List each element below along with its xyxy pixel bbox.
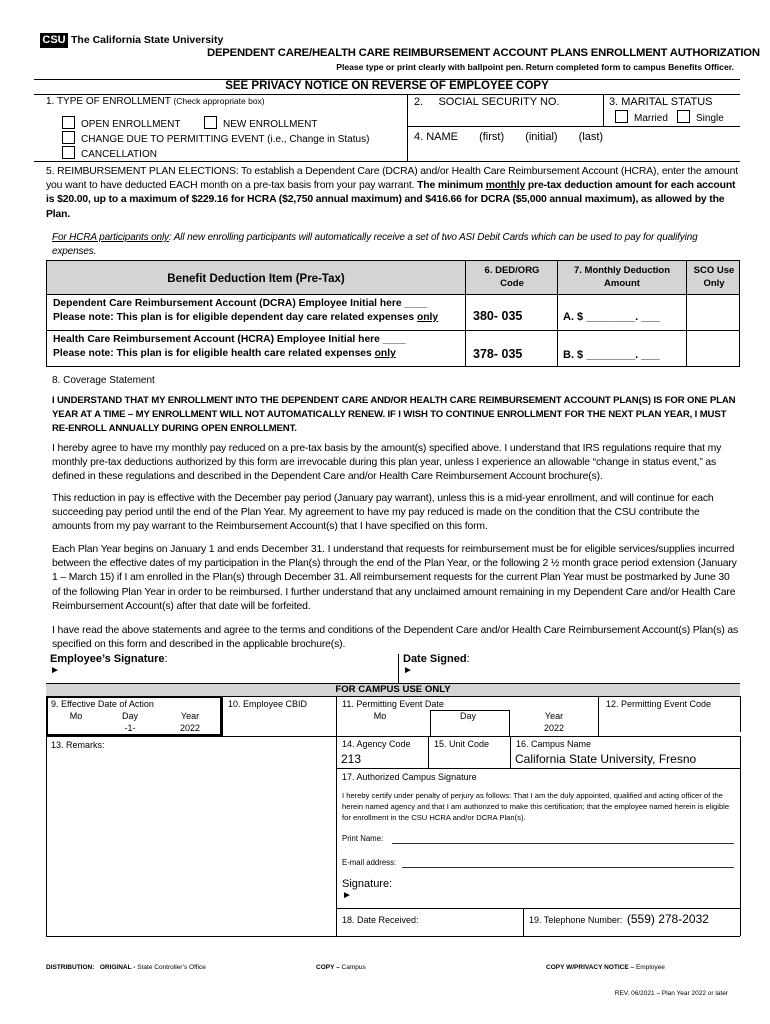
permitting-event-code-label: 12. Permitting Event Code xyxy=(606,699,712,709)
telephone-value[interactable]: (559) 278-2032 xyxy=(626,912,709,926)
option-single[interactable]: Single xyxy=(677,110,724,124)
date-signed-field[interactable]: Date Signed: ► xyxy=(403,653,470,676)
option-cancellation[interactable]: CANCELLATION xyxy=(62,146,157,160)
col-ded-org-code: 6. DED/ORG Code xyxy=(484,265,540,289)
effective-date-label: 9. Effective Date of Action xyxy=(51,699,154,709)
distribution-copy-privacy: COPY W/PRIVACY NOTICE – Employee xyxy=(546,964,665,971)
campus-signature-field[interactable]: Signature: ► xyxy=(342,878,393,901)
remarks-label: 13. Remarks: xyxy=(51,740,105,750)
option-married[interactable]: Married xyxy=(615,110,668,124)
permitting-event-date-label: 11. Permitting Event Date xyxy=(342,699,444,709)
authorized-signature-label: 17. Authorized Campus Signature xyxy=(342,772,477,782)
col-monthly-amount: 7. Monthly Deduction Amount xyxy=(573,265,671,289)
form-title: DEPENDENT CARE/HEALTH CARE REIMBURSEMENT ACCOUNT PLANS ENROLLMENT AUTHORIZATION xyxy=(207,47,760,59)
distribution-original: DISTRIBUTION: ORIGINAL - State Controller’s Office xyxy=(46,964,206,971)
coverage-p4: I have read the above statements and agree to the terms and conditions of the Dependent Care and/or Health Care Reimbursement Account(s) Plan(s) as specified on this form and described in the applicable brochure(s). xyxy=(52,625,739,651)
ssn-label: 2. SOCIAL SECURITY NO. xyxy=(414,96,560,108)
section5-text: 5. REIMBURSEMENT PLAN ELECTIONS: To establish a Dependent Care (DCRA) and/or Health Care Reimbursement Account (HCRA), enter the amount you want to have deducted EACH month on a pre-tax basis from your pay warrant. The minimum monthly pre-tax deduction amount for each account is $20.00, up to a maximum of $229.16 for HCRA ($2,750 annual maximum) and $416.66 for DCRA ($5,000 annual maximum), as allowed by the Plan. xyxy=(46,166,738,220)
f9-day-value[interactable]: -1- xyxy=(124,723,136,733)
option-new-enrollment[interactable]: NEW ENROLLMENT xyxy=(204,116,317,130)
f11-year: Year xyxy=(544,711,564,721)
employee-signature-field[interactable]: Employee’s Signature: ► xyxy=(50,653,168,676)
f11-mo: Mo xyxy=(373,711,387,721)
agency-code-value[interactable]: 213 xyxy=(341,752,362,766)
print-name-field[interactable]: Print Name: xyxy=(342,834,384,843)
coverage-p3: Each Plan Year begins on January 1 and ends December 31. I understand that requests for reimbursement must be for eligible services/supplies incurred between the effective dates of my participation in the Plan(s) through the end of the Plan Year, or the following 2 ½ month grace period extension (January 1 – March 15) if I am enrolled in the Plan(s) through December 31. All reimbursement requests for the current Plan Year must be postmarked by June 30 of the following Plan Year in order to be reimbursed. I further understand that any unclaimed amount remaining in my Dependent Care and/or Health Care Reimbursement Account(s) after that date will be forfeited. xyxy=(52,544,737,612)
checkbox-icon[interactable] xyxy=(62,131,75,144)
f9-mo: Mo xyxy=(69,711,83,721)
col-benefit-item: Benefit Deduction Item (Pre-Tax) xyxy=(167,273,345,285)
arrow-icon: ► xyxy=(50,665,60,676)
option-change-permitting-event[interactable]: CHANGE DUE TO PERMITTING EVENT (i.e., Change in Status) xyxy=(62,131,369,145)
campus-name-label: 16. Campus Name xyxy=(516,739,592,749)
employee-cbid-label: 10. Employee CBID xyxy=(228,699,308,709)
coverage-statement-label: 8. Coverage Statement xyxy=(52,375,155,386)
coverage-caps: I UNDERSTAND THAT MY ENROLLMENT INTO THE DEPENDENT CARE AND/OR HEALTH CARE REIMBURSEMENT ACCOUNT PLAN(S) IS FOR ONE PLAN YEAR AT A TIME – MY ENROLLMENT WILL NOT AUTOMATICALLY RENEW. IF I WISH TO CONTINUE ENROLLMENT FOR THE NEXT PLAN YEAR, I MUST RE-ENROLL ANNUALLY DURING OPEN ENROLLMENT. xyxy=(52,395,736,434)
dcra-code: 380- 035 xyxy=(473,309,523,323)
name-field[interactable]: 4. NAME (first) (initial) (last) xyxy=(414,131,604,143)
privacy-notice: SEE PRIVACY NOTICE ON REVERSE OF EMPLOYEE COPY xyxy=(225,80,549,92)
date-received-label: 18. Date Received: xyxy=(342,915,419,925)
campus-name-value[interactable]: California State University, Fresno xyxy=(515,752,697,766)
enrollment-type-label: 1. TYPE OF ENROLLMENT (Check appropriate box) xyxy=(46,96,265,107)
checkbox-icon[interactable] xyxy=(62,146,75,159)
email-field[interactable]: E-mail address: xyxy=(342,858,397,867)
f9-day: Day xyxy=(121,711,138,721)
revision-note: REV. 06/2021 – Plan Year 2022 or later xyxy=(614,990,728,997)
f9-year: Year xyxy=(180,711,200,721)
checkbox-icon[interactable] xyxy=(62,116,75,129)
checkbox-icon[interactable] xyxy=(204,116,217,129)
option-open-enrollment[interactable]: OPEN ENROLLMENT xyxy=(62,116,180,130)
hcra-amount-field[interactable]: B. $ ________. ___ xyxy=(563,349,660,361)
dcra-amount-field[interactable]: A. $ ________. ___ xyxy=(563,311,660,323)
arrow-icon: ► xyxy=(342,890,352,901)
agency-code-label: 14. Agency Code xyxy=(342,739,411,749)
csu-logo: CSU xyxy=(40,33,68,48)
arrow-icon: ► xyxy=(403,665,413,676)
f11-year-value[interactable]: 2022 xyxy=(543,723,565,733)
marital-status-label: 3. MARITAL STATUS xyxy=(609,96,713,108)
coverage-p1: I hereby agree to have my monthly pay reduced on a pre-tax basis by the amount(s) specified above. I understand that IRS regulations require that my monthly pre-tax deductions authorized by this form are irrevocable during this plan year, unless I experience an allowable “change in status event,” as defined in these regulations and described in the Dependent Care and/or Health Care Reimbursement Account brochure(s). xyxy=(52,443,722,483)
campus-use-banner: FOR CAMPUS USE ONLY xyxy=(46,684,740,696)
table-row: Dependent Care Reimbursement Account (DCRA) Employee Initial here ____ Please note: This plan is for eligible dependent day care related expenses only xyxy=(53,298,439,323)
certification-text: I hereby certify under penalty of perjury as follows: That I am the duly appointed, qualified and acting officer of the herein named agency and that I am authorized to make this certification; that the employee named herein is eligible for enrollment in the CSU HCRA and/or DCRA Plan(s). xyxy=(342,791,730,822)
checkbox-icon[interactable] xyxy=(615,110,628,123)
coverage-p2: This reduction in pay is effective with the December pay period (January pay warrant), unless this is a mid-year enrollment, and will continue for each succeeding pay period until the end of the Plan Year. My agreement to have my pay reduced is made on the condition that the CSU contribute the amounts from my pay warrant to the Reimbursement Account(s) that I have specified on this form. xyxy=(52,493,714,533)
checkbox-icon[interactable] xyxy=(677,110,690,123)
f9-year-value[interactable]: 2022 xyxy=(179,723,201,733)
hcra-code: 378- 035 xyxy=(473,347,523,361)
col-sco-use: SCO Use Only xyxy=(693,265,735,289)
form-subtitle: Please type or print clearly with ballpoint pen. Return completed form to campus Benefits Officer. xyxy=(336,62,734,72)
university-name: The California State University xyxy=(71,34,224,46)
deduction-table xyxy=(46,260,740,367)
f11-day: Day xyxy=(459,711,476,721)
distribution-copy: COPY – Campus xyxy=(316,964,366,971)
unit-code-label: 15. Unit Code xyxy=(434,739,490,749)
table-row: Health Care Reimbursement Account (HCRA) Employee Initial here ____ Please note: This plan is for eligible health care related expenses only xyxy=(53,334,406,359)
telephone-field: 19. Telephone Number: (559) 278-2032 xyxy=(529,912,709,926)
hcra-note: For HCRA participants only: All new enrolling participants will automatically receive a set of two ASI Debit Cards which can be used to pay for qualifying expenses. xyxy=(52,232,698,258)
